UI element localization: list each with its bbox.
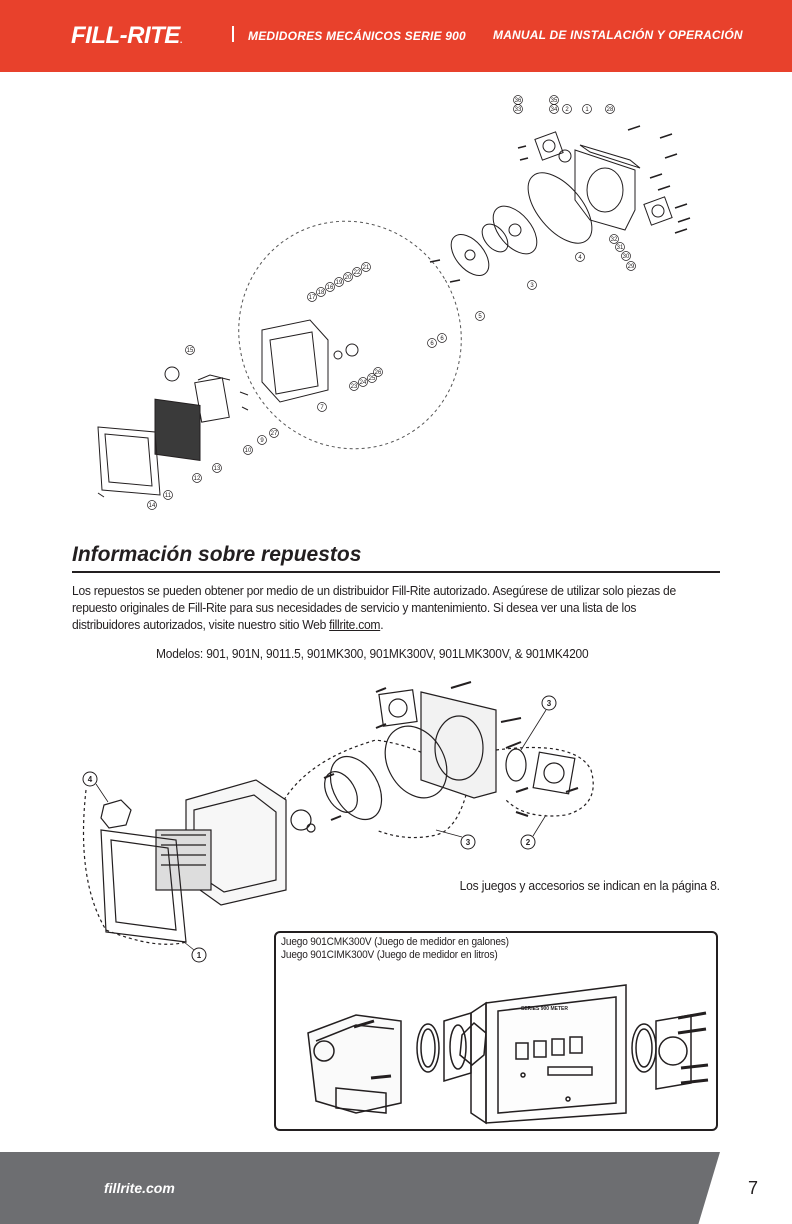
svg-text:2: 2 <box>525 838 531 847</box>
svg-text:22: 22 <box>353 270 361 276</box>
svg-text:9: 9 <box>260 438 264 444</box>
callout <box>563 105 572 114</box>
callout <box>528 281 537 290</box>
callout <box>308 293 317 302</box>
callout <box>627 262 636 271</box>
header-manual-title: MANUAL DE INSTALACIÓN Y OPERACIÓN <box>493 28 743 42</box>
callout <box>258 436 267 445</box>
callout <box>374 368 383 377</box>
kit-gallons-label: Juego 901CMK300V (Juego de medidor en galones) <box>281 936 509 948</box>
svg-text:18: 18 <box>317 290 325 296</box>
svg-text:14: 14 <box>148 503 156 509</box>
kit-drawing <box>276 963 716 1128</box>
models-line: Modelos: 901, 901N, 9011.5, 901MK300, 901MK300V, 901LMK300V, & 901MK4200 <box>156 646 589 661</box>
kit-illustration-box <box>274 931 718 1131</box>
callout <box>353 268 362 277</box>
svg-text:15: 15 <box>186 348 194 354</box>
callout <box>344 273 353 282</box>
callout <box>606 105 615 114</box>
callout <box>542 696 556 710</box>
svg-text:1: 1 <box>196 951 202 960</box>
svg-text:33: 33 <box>514 107 522 113</box>
svg-text:6: 6 <box>440 336 444 342</box>
callout <box>359 378 368 387</box>
callout <box>193 474 202 483</box>
svg-text:7: 7 <box>320 405 324 411</box>
svg-text:3: 3 <box>546 699 552 708</box>
svg-text:20: 20 <box>344 275 352 281</box>
section-divider <box>72 571 720 573</box>
kits-diagram <box>76 680 596 970</box>
svg-text:30: 30 <box>622 254 630 260</box>
repuestos-paragraph: Los repuestos se pueden obtener por medio de un distribuidor Fill-Rite autorizado. Asegúrese de utilizar solo piezas de repuesto originales de Fill-Rite para sus necesidades de servicio y mantenimiento. Si desea ver una lista de los distribuidores autorizados, visite nuestro sitio Web fillrite.com. <box>72 583 676 632</box>
header-divider <box>232 26 234 42</box>
callout <box>514 96 523 105</box>
callout <box>326 283 335 292</box>
svg-text:4: 4 <box>578 255 582 261</box>
meter-label: SERIES 900 METER <box>521 1006 568 1012</box>
svg-text:29: 29 <box>627 264 635 270</box>
svg-text:32: 32 <box>610 237 618 243</box>
footer-url[interactable]: fillrite.com <box>104 1180 175 1196</box>
svg-text:26: 26 <box>374 370 382 376</box>
callout <box>148 501 157 510</box>
callout <box>550 96 559 105</box>
callout <box>335 278 344 287</box>
callout <box>244 446 253 455</box>
svg-text:27: 27 <box>270 431 278 437</box>
section-title: Información sobre repuestos <box>72 543 362 566</box>
page-number: 7 <box>748 1178 759 1198</box>
callout <box>514 105 523 114</box>
callout <box>583 105 592 114</box>
svg-text:28: 28 <box>606 107 614 113</box>
callout <box>622 252 631 261</box>
svg-text:13: 13 <box>213 466 221 472</box>
callout <box>438 334 447 343</box>
svg-text:6: 6 <box>430 341 434 347</box>
svg-text:3: 3 <box>465 838 471 847</box>
kits-note: Los juegos y accesorios se indican en la página 8. <box>459 878 720 893</box>
callout <box>362 263 371 272</box>
svg-text:10: 10 <box>244 448 252 454</box>
svg-text:3: 3 <box>530 283 534 289</box>
callout <box>476 312 485 321</box>
svg-text:19: 19 <box>335 280 343 286</box>
callout <box>270 429 279 438</box>
svg-text:36: 36 <box>514 98 522 104</box>
svg-text:34: 34 <box>550 107 558 113</box>
callout <box>213 464 222 473</box>
svg-text:23: 23 <box>350 384 358 390</box>
callout <box>192 948 206 962</box>
header-subtitle: MEDIDORES MECÁNICOS SERIE 900 <box>248 29 466 43</box>
kit-liters-label: Juego 901CIMK300V (Juego de medidor en litros) <box>281 949 498 961</box>
svg-text:16: 16 <box>326 285 334 291</box>
svg-text:31: 31 <box>616 245 624 251</box>
svg-text:21: 21 <box>362 265 370 271</box>
svg-text:4: 4 <box>87 775 93 784</box>
svg-text:1: 1 <box>585 107 589 113</box>
callout <box>576 253 585 262</box>
callout <box>461 835 475 849</box>
svg-text:11: 11 <box>164 493 172 499</box>
svg-text:12: 12 <box>193 476 201 482</box>
callout <box>616 243 625 252</box>
callout <box>186 346 195 355</box>
callout <box>317 288 326 297</box>
callout <box>83 772 97 786</box>
callout <box>550 105 559 114</box>
exploded-view-diagram <box>90 90 710 520</box>
svg-text:24: 24 <box>359 380 367 386</box>
page-header <box>0 0 792 72</box>
callout <box>164 491 173 500</box>
svg-text:17: 17 <box>308 295 316 301</box>
svg-text:25: 25 <box>368 376 376 382</box>
svg-text:5: 5 <box>478 314 482 320</box>
svg-text:2: 2 <box>565 107 569 113</box>
callout <box>521 835 535 849</box>
callout <box>428 339 437 348</box>
svg-text:35: 35 <box>550 98 558 104</box>
callout <box>610 235 619 244</box>
callout <box>350 382 359 391</box>
callout <box>318 403 327 412</box>
fill-rite-logo: FILL-RITE. <box>71 22 182 49</box>
fillrite-link[interactable]: fillrite.com <box>329 617 381 632</box>
